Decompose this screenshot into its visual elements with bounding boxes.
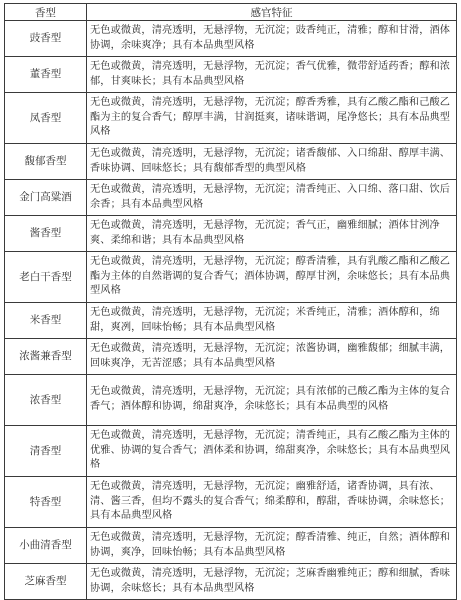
table-row xyxy=(5,57,457,93)
table-row xyxy=(5,21,457,57)
description-cell: 无色或微黄，清亮透明，无悬浮物，无沉淀；醇香秀雅，具有乙酸乙酯和己酸乙酯为主的复合香气；醇厚丰满，甘润挺爽，诸味谐调，尾净悠长；具有本品典型风格 xyxy=(87,93,457,144)
aroma-type-cell: 特香型 xyxy=(5,477,87,528)
table-row xyxy=(5,375,457,426)
aroma-type-cell: 小曲清香型 xyxy=(5,528,87,564)
description-cell: 无色或微黄，清亮透明，无悬浮物，无沉淀；幽雅舒适，诸香协调，具有浓、清、酱三香，但均不露头的复合香气；绵柔醇和，醇甜，香味协调，余味悠长；具有本品典型风格 xyxy=(87,477,457,528)
description-cell: 无色或微黄，清亮透明，无悬浮物，无沉淀；米香纯正，清雅；酒体醇和，绵甜，爽冽，回味怡畅；具有本品典型风格 xyxy=(87,303,457,339)
table-row xyxy=(5,303,457,339)
table-row xyxy=(5,426,457,477)
table-row xyxy=(5,144,457,180)
description-cell: 无色或微黄，清亮透明，无悬浮物，无沉淀；醇香清雅、纯正，自然；酒体醇和协调，爽净，回味怡畅；具有本品典型风格 xyxy=(87,528,457,564)
description-cell: 无色或微黄，清亮透明，无悬浮物，无沉淀；醇香清雅，具有乳酸乙酯和乙酸乙酯为主体的自然谐调的复合香气；酒体协调，醇厚甘洌，余味悠长；具有本品典型风格 xyxy=(87,252,457,303)
sensory-characteristics-table xyxy=(4,3,457,600)
aroma-type-cell: 米香型 xyxy=(5,303,87,339)
aroma-type-cell: 董香型 xyxy=(5,57,87,93)
aroma-type-cell: 豉香型 xyxy=(5,21,87,57)
table-row xyxy=(5,528,457,564)
table-row xyxy=(5,252,457,303)
table-row xyxy=(5,477,457,528)
description-cell: 无色或微黄，清亮透明，无悬浮物，无沉淀；清香纯正，具有乙酸乙酯为主体的优雅、协调的复合香气；酒体柔和协调，绵甜爽净，余味悠长；具有本品典型风格 xyxy=(87,426,457,477)
aroma-type-cell: 馥郁香型 xyxy=(5,144,87,180)
aroma-type-cell: 凤香型 xyxy=(5,93,87,144)
description-cell: 无色或微黄，清亮透明，无悬浮物，无沉淀；浓酱协调，幽雅馥郁；细腻丰满，回味爽净，无苦涩感；具有本品典型风格 xyxy=(87,339,457,375)
table-row xyxy=(5,180,457,216)
table-header-row xyxy=(5,4,457,21)
table-row xyxy=(5,216,457,252)
aroma-type-cell: 芝麻香型 xyxy=(5,564,87,600)
table-row xyxy=(5,564,457,600)
header-sensory-characteristics: 感官特征 xyxy=(87,4,457,21)
aroma-type-cell: 老白干香型 xyxy=(5,252,87,303)
aroma-type-cell: 酱香型 xyxy=(5,216,87,252)
description-cell: 无色或微黄，清亮透明，无悬浮物，无沉淀；豉香纯正，清雅；醇和甘滑，酒体协调，余味爽净；具有本品典型风格 xyxy=(87,21,457,57)
aroma-type-cell: 浓酱兼香型 xyxy=(5,339,87,375)
table-row xyxy=(5,93,457,144)
table-row xyxy=(5,339,457,375)
aroma-type-cell: 浓香型 xyxy=(5,375,87,426)
description-cell: 无色或微黄，清亮透明，无悬浮物，无沉淀；香气优雅，微带舒适药香；醇和浓郁，甘爽味长；具有本品典型风格 xyxy=(87,57,457,93)
description-cell: 无色或微黄，清亮透明，无悬浮物，无沉淀；芝麻香幽雅纯正；醇和细腻，香味协调，余味悠长；具有本品典型风格 xyxy=(87,564,457,600)
description-cell: 无色或微黄，清亮透明，无悬浮物，无沉淀；香气正，幽雅细腻；酒体甘洌净爽、柔绵和谐；具有本品典型风格 xyxy=(87,216,457,252)
aroma-type-cell: 清香型 xyxy=(5,426,87,477)
description-cell: 无色或微黄，清亮透明，无悬浮物，无沉淀；清香纯正、入口绵、落口甜、饮后余香；具有本品典型风格 xyxy=(87,180,457,216)
description-cell: 无色或微黄，清亮透明，无悬浮物，无沉淀；诸香馥郁、入口绵甜、醇厚丰满、香味协调、回味悠长；具有馥郁香型的典型风格 xyxy=(87,144,457,180)
header-aroma-type: 香型 xyxy=(5,4,87,21)
description-cell: 无色或微黄，清亮透明，无悬浮物，无沉淀；具有浓郁的己酸乙酯为主体的复合香气；酒体醇和协调，绵甜爽净，余味悠长；具有本品典型的风格 xyxy=(87,375,457,426)
aroma-type-cell: 金门高粱酒 xyxy=(5,180,87,216)
